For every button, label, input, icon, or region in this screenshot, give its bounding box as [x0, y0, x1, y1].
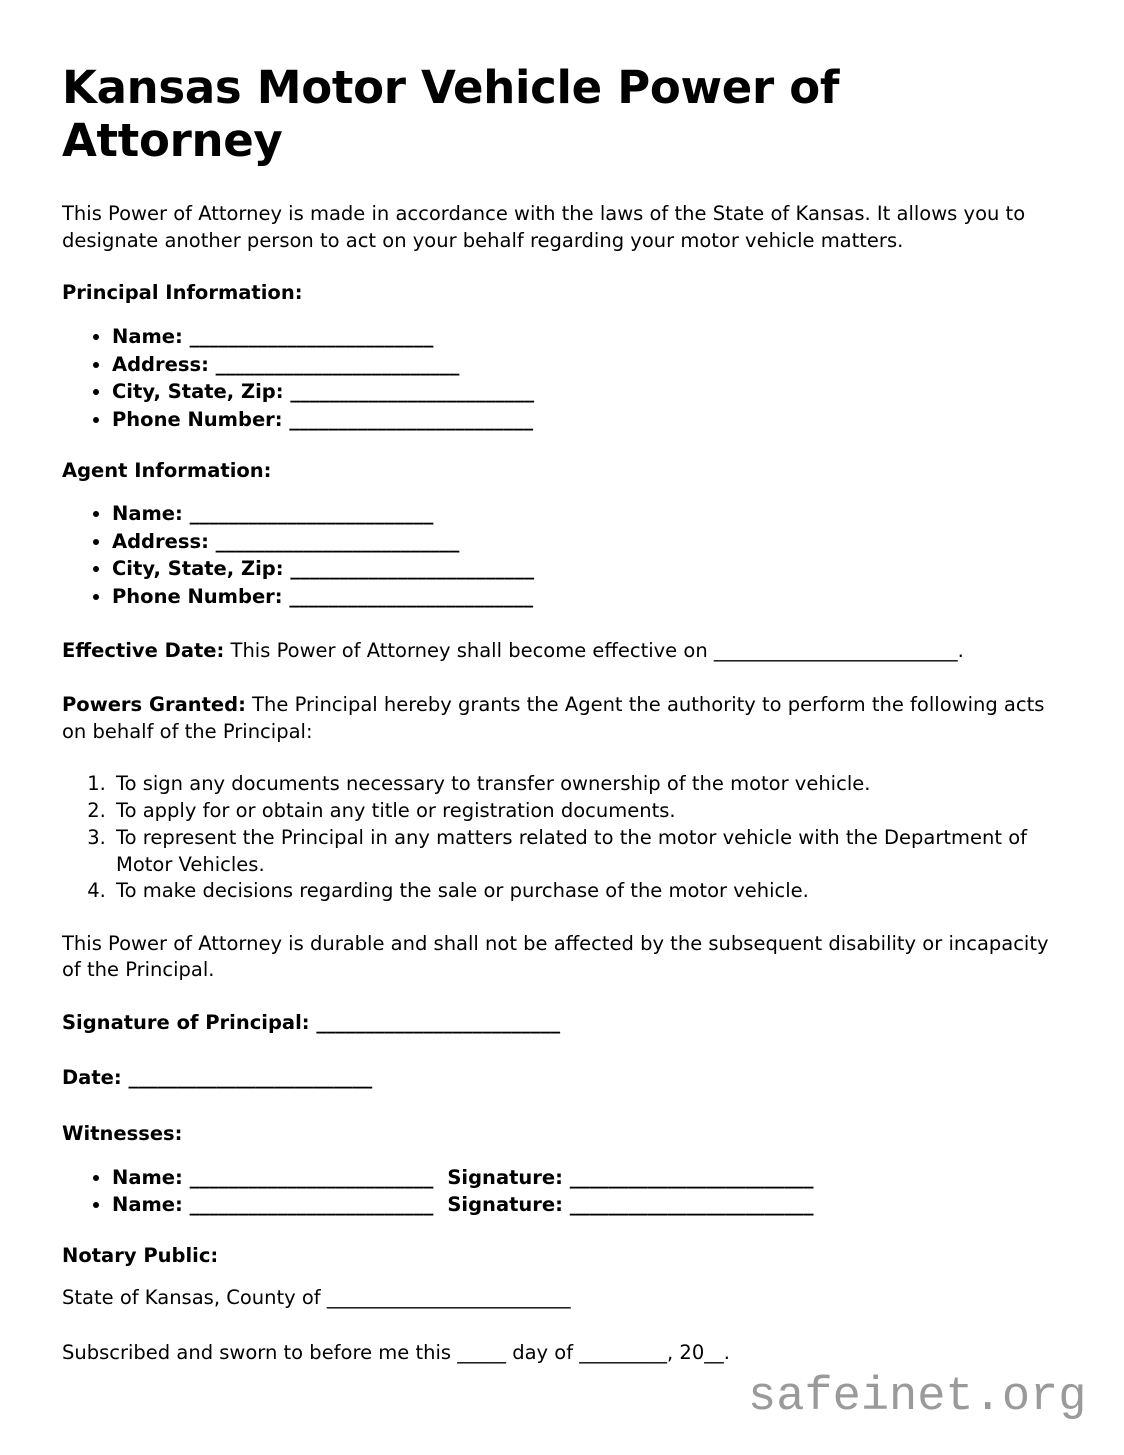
signature-date-label: Date:	[62, 1065, 122, 1089]
signature-of-principal-label: Signature of Principal:	[62, 1011, 310, 1034]
effective-date-label: Effective Date:	[62, 638, 225, 662]
list-item	[112, 406, 1062, 434]
powers-granted-intro: The Principal hereby grants the Agent the authority to perform the following acts on behalf of the Principal:	[62, 693, 1045, 743]
watermark: safeinet.org	[748, 1371, 1087, 1424]
document-content	[62, 62, 1062, 1394]
notary-sworn-suffix: , 20__.	[667, 1340, 730, 1364]
field-label: Phone Number:	[112, 407, 283, 431]
notary-state-county-text: State of Kansas, County of	[62, 1286, 321, 1310]
field-blank[interactable]: _________________________	[215, 352, 460, 376]
signature-of-principal-blank[interactable]: _________________________	[316, 1011, 561, 1034]
principal-field-list	[62, 323, 1062, 434]
notary-sworn-mid: day of	[512, 1340, 574, 1364]
principal-information-heading: Principal Information:	[62, 281, 303, 305]
witness-name-blank[interactable]: _________________________	[189, 1165, 434, 1189]
field-label: City, State, Zip:	[112, 380, 284, 404]
witness-name-label: Name:	[112, 1165, 183, 1189]
witness-name-blank[interactable]: _________________________	[189, 1193, 434, 1217]
witness-signature-label: Signature:	[447, 1193, 563, 1217]
effective-date-blank[interactable]: _________________________	[713, 638, 958, 662]
field-blank[interactable]: _________________________	[289, 585, 534, 609]
field-label: Address:	[112, 529, 209, 553]
durability-paragraph: This Power of Attorney is durable and shall not be affected by the subsequent disability or incapacity of the Principal.	[62, 931, 1049, 982]
signature-of-principal-line	[62, 1010, 1062, 1037]
signature-date-blank[interactable]: _________________________	[128, 1065, 373, 1089]
effective-date-text: This Power of Attorney shall become effective on	[230, 638, 708, 662]
list-item	[112, 583, 1062, 611]
list-item	[112, 1191, 1062, 1219]
notary-sworn-prefix: Subscribed and sworn to before me this	[62, 1340, 452, 1364]
effective-date-terminator: .	[957, 638, 964, 662]
list-item	[112, 1164, 1062, 1192]
agent-information-heading: Agent Information:	[62, 458, 272, 482]
list-item: 3. To represent the Principal in any matters related to the motor vehicle with the Department of Motor Vehicles.	[112, 825, 1062, 878]
notary-county-blank[interactable]: _________________________	[326, 1286, 571, 1310]
list-item	[112, 528, 1062, 556]
field-blank[interactable]: _________________________	[189, 324, 434, 348]
effective-date-paragraph	[62, 635, 1062, 667]
list-item: 2. To apply for or obtain any title or registration documents.	[112, 798, 1062, 825]
page-title: Kansas Motor Vehicle Power of Attorney	[62, 61, 840, 167]
field-blank[interactable]: _________________________	[215, 529, 460, 553]
witness-signature-label: Signature:	[447, 1165, 563, 1189]
intro-paragraph: This Power of Attorney is made in accordance with the laws of the State of Kansas. It allows you to designate another person to act on your behalf regarding your motor vehicle matters.	[62, 202, 1026, 252]
notary-state-county-line	[62, 1285, 1062, 1312]
list-item	[112, 555, 1062, 583]
witness-signature-blank[interactable]: _________________________	[569, 1193, 814, 1217]
witness-signature-blank[interactable]: _________________________	[569, 1165, 814, 1189]
list-item	[112, 351, 1062, 379]
field-label: Name:	[112, 502, 183, 526]
powers-granted-list	[62, 771, 1062, 905]
notary-public-heading: Notary Public:	[62, 1243, 219, 1267]
witness-name-label: Name:	[112, 1193, 183, 1217]
list-item: 1. To sign any documents necessary to transfer ownership of the motor vehicle.	[112, 771, 1062, 798]
field-blank[interactable]: _________________________	[290, 557, 535, 581]
notary-day-blank[interactable]: _____	[457, 1340, 506, 1364]
powers-granted-paragraph	[62, 692, 1062, 745]
field-label: Phone Number:	[112, 585, 283, 609]
agent-field-list	[62, 500, 1062, 611]
field-label: Name:	[112, 324, 183, 348]
field-label: Address:	[112, 352, 209, 376]
field-blank[interactable]: _________________________	[290, 380, 535, 404]
signature-date-line	[62, 1065, 1062, 1092]
notary-sworn-line	[62, 1340, 1062, 1367]
notary-month-blank[interactable]: _________	[579, 1340, 668, 1364]
powers-granted-label: Powers Granted:	[62, 693, 246, 717]
list-item	[112, 500, 1062, 528]
field-blank[interactable]: _________________________	[189, 502, 434, 526]
witnesses-heading: Witnesses:	[62, 1122, 183, 1146]
witnesses-list	[62, 1164, 1062, 1219]
list-item: 4. To make decisions regarding the sale or purchase of the motor vehicle.	[112, 878, 1062, 905]
field-label: City, State, Zip:	[112, 557, 284, 581]
list-item	[112, 378, 1062, 406]
field-blank[interactable]: _________________________	[289, 407, 534, 431]
list-item	[112, 323, 1062, 351]
